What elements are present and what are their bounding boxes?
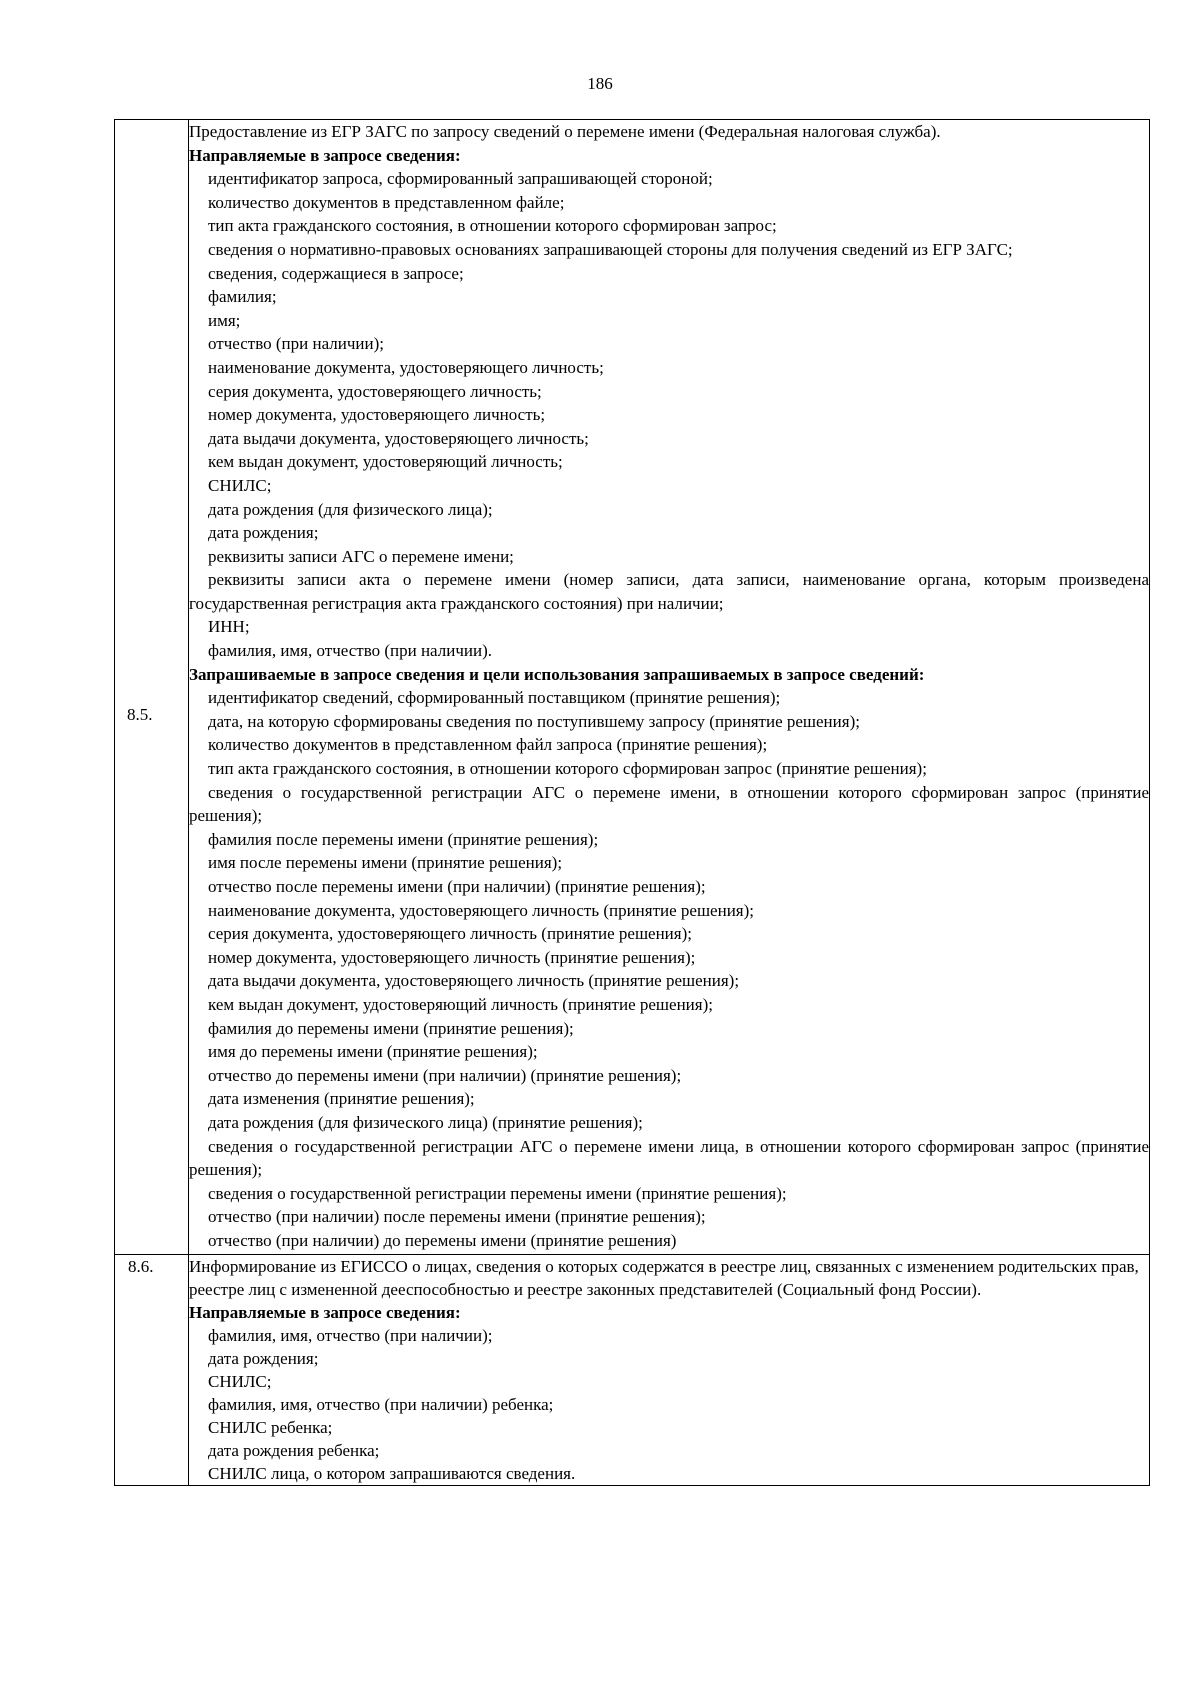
list-item: наименование документа, удостоверяющего личность; bbox=[208, 357, 604, 377]
list-item: тип акта гражданского состояния, в отношении которого сформирован запрос; bbox=[208, 216, 777, 236]
list-item: сведения о государственной регистрации АГС о перемене имени лица, в отношении которого сформирован запрос (принятие решения); bbox=[189, 1136, 1149, 1180]
list-item: сведения о государственной регистрации АГС о перемене имени, в отношении которого сформирован запрос (принятие решения); bbox=[189, 782, 1149, 826]
row-number: 8.5. bbox=[127, 705, 153, 724]
list-item: тип акта гражданского состояния, в отношении которого сформирован запрос (принятие решения); bbox=[208, 759, 927, 779]
list-item: количество документов в представленном файл запроса (принятие решения); bbox=[208, 735, 768, 755]
table-row bbox=[115, 120, 1150, 1255]
list-item: имя до перемены имени (принятие решения); bbox=[208, 1042, 538, 1062]
list-item: количество документов в представленном файле; bbox=[208, 192, 565, 212]
document-table bbox=[114, 119, 1150, 1486]
list-item: сведения, содержащиеся в запросе; bbox=[208, 263, 464, 283]
row-title: Предоставление из ЕГР ЗАГС по запросу сведений о перемене имени (Федеральная налоговая служба). bbox=[189, 122, 941, 141]
list-item: фамилия, имя, отчество (при наличии). bbox=[208, 641, 492, 661]
list-item: отчество после перемены имени (при наличии) (принятие решения); bbox=[208, 877, 706, 896]
list-item: СНИЛС ребенка; bbox=[208, 1417, 333, 1437]
row-content-cell bbox=[189, 120, 1150, 1255]
list-item: дата выдачи документа, удостоверяющего личность; bbox=[208, 428, 589, 448]
list-item: СНИЛС лица, о котором запрашиваются сведения. bbox=[208, 1463, 576, 1483]
list-item: отчество (при наличии) до перемены имени (принятие решения) bbox=[208, 1230, 677, 1250]
list-item: наименование документа, удостоверяющего личность (принятие решения); bbox=[208, 900, 754, 920]
list-item: дата рождения; bbox=[208, 523, 319, 543]
row-title: Информирование из ЕГИССО о лицах, сведения о которых содержатся в реестре лиц, связанных с изменением родительских прав, реестре лиц с измененной дееспособностью и реестре законных представителей (Социальный фонд России). bbox=[189, 1256, 1139, 1299]
row-number: 8.6. bbox=[128, 1256, 154, 1276]
list-item: дата рождения ребенка; bbox=[208, 1440, 380, 1460]
row-content-cell bbox=[189, 1254, 1150, 1485]
list-item: СНИЛС; bbox=[208, 475, 272, 495]
list-item: СНИЛС; bbox=[208, 1371, 272, 1391]
list-item: кем выдан документ, удостоверяющий личность; bbox=[208, 452, 563, 472]
list-item: дата изменения (принятие решения); bbox=[208, 1089, 475, 1109]
list-item: кем выдан документ, удостоверяющий личность (принятие решения); bbox=[208, 994, 713, 1014]
list-item: дата рождения (для физического лица); bbox=[208, 499, 493, 519]
list-item: имя после перемены имени (принятие решения); bbox=[208, 853, 563, 873]
list-item: сведения о государственной регистрации перемены имени (принятие решения); bbox=[208, 1183, 787, 1203]
list-item: номер документа, удостоверяющего личность (принятие решения); bbox=[208, 947, 696, 967]
list-item: фамилия до перемены имени (принятие решения); bbox=[208, 1018, 574, 1038]
list-item: имя; bbox=[208, 310, 241, 330]
list-item: реквизиты записи АГС о перемене имени; bbox=[208, 546, 514, 566]
list-item: идентификатор запроса, сформированный запрашивающей стороной; bbox=[208, 169, 713, 189]
list-item: номер документа, удостоверяющего личность; bbox=[208, 405, 546, 425]
list-item: фамилия, имя, отчество (при наличии) ребенка; bbox=[208, 1394, 554, 1414]
list-item: серия документа, удостоверяющего личность; bbox=[208, 381, 542, 401]
list-item: отчество (при наличии); bbox=[208, 334, 384, 354]
section-heading: Запрашиваемые в запросе сведения и цели использования запрашиваемых в запросе сведений: bbox=[189, 664, 925, 684]
section-heading: Направляемые в запросе сведения: bbox=[189, 1302, 461, 1322]
list-item: серия документа, удостоверяющего личность (принятие решения); bbox=[208, 924, 692, 944]
list-item: фамилия; bbox=[208, 287, 277, 307]
page-number: 186 bbox=[587, 74, 613, 93]
list-item: отчество (при наличии) после перемены имени (принятие решения); bbox=[208, 1207, 706, 1227]
list-item: дата, на которую сформированы сведения по поступившему запросу (принятие решения); bbox=[208, 711, 860, 731]
list-item: сведения о нормативно-правовых основаниях запрашивающей стороны для получения сведений из ЕГР ЗАГС; bbox=[208, 239, 1013, 259]
list-item: отчество до перемены имени (при наличии) (принятие решения); bbox=[208, 1065, 682, 1085]
list-item: дата выдачи документа, удостоверяющего личность (принятие решения); bbox=[208, 971, 740, 991]
table-row bbox=[115, 1254, 1150, 1485]
list-item: фамилия после перемены имени (принятие решения); bbox=[208, 829, 599, 849]
list-item: реквизиты записи акта о перемене имени (номер записи, дата записи, наименование органа, которым произведена государственная регистрация акта гражданского состояния) при наличии; bbox=[189, 570, 1149, 613]
row-number-cell bbox=[115, 1254, 189, 1485]
list-item: ИНН; bbox=[208, 617, 250, 637]
list-item: дата рождения (для физического лица) (принятие решения); bbox=[208, 1112, 643, 1132]
section-heading: Направляемые в запросе сведения: bbox=[189, 145, 461, 165]
row-number-cell bbox=[115, 120, 189, 1255]
list-item: идентификатор сведений, сформированный поставщиком (принятие решения); bbox=[208, 688, 781, 708]
list-item: фамилия, имя, отчество (при наличии); bbox=[208, 1325, 493, 1345]
list-item: дата рождения; bbox=[208, 1348, 319, 1368]
